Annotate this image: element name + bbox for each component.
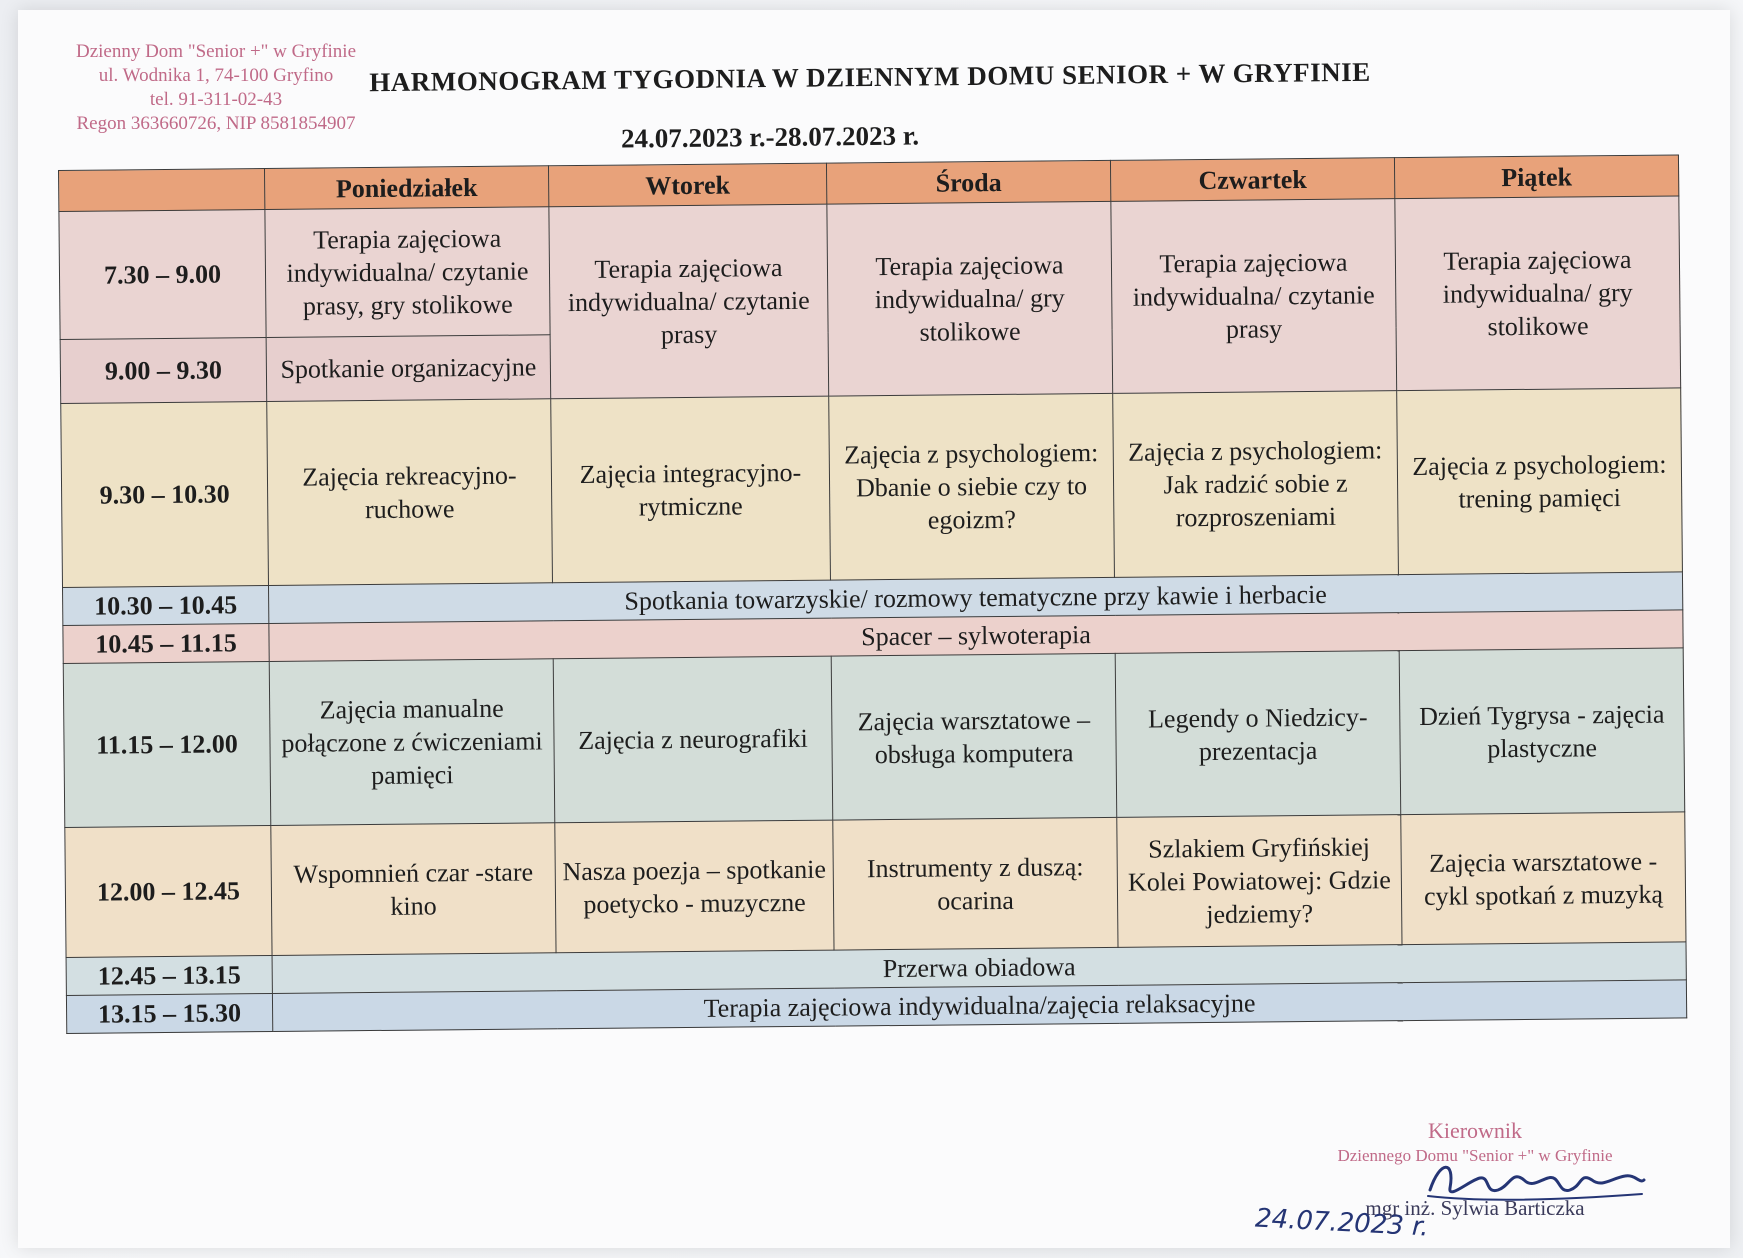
header-time-corner: [59, 169, 265, 212]
time-cell: 12.00 – 12.45: [65, 825, 272, 957]
time-cell: 10.45 – 11.15: [63, 623, 269, 663]
signature-role: Kierownik: [1427, 1118, 1523, 1143]
activity-cell: Dzień Tygrysa - zajęcia plastyczne: [1399, 648, 1685, 815]
activity-cell: Terapia zajęciowa indywidualna/ gry stolikowe: [827, 201, 1113, 396]
page-title: HARMONOGRAM TYGODNIA W DZIENNYM DOMU SENIOR + W GRYFINIE: [369, 56, 1371, 98]
full-width-activity-cell: Spacer – sylwoterapia: [269, 610, 1683, 662]
signature-org: Dziennego Domu "Senior +" w Gryfinie: [1337, 1146, 1613, 1165]
activity-cell: Instrumenty z duszą: ocarina: [833, 817, 1118, 950]
activity-cell: Terapia zajęciowa indywidualna/ czytanie prasy: [549, 204, 829, 399]
table-row: [59, 196, 1680, 340]
header-day-tuesday: Wtorek: [548, 163, 826, 207]
time-cell: 11.15 – 12.00: [63, 661, 271, 827]
table-row: [61, 388, 1683, 588]
stamp-line-name: Dzienny Dom "Senior +" w Gryfinie: [75, 41, 357, 62]
date-range: 24.07.2023 r.-28.07.2023 r.: [620, 120, 920, 154]
activity-cell: Terapia zajęciowa indywidualna/ czytanie prasy: [1111, 199, 1397, 394]
schedule-table: [58, 154, 1687, 1034]
header-day-monday: Poniedziałek: [264, 166, 548, 210]
activity-cell: Spotkanie organizacyjne: [266, 335, 551, 402]
header-day-friday: Piątek: [1394, 155, 1678, 199]
activity-cell: Wspomnień czar -stare kino: [271, 823, 556, 956]
activity-cell: Zajęcia rekreacyjno-ruchowe: [267, 399, 553, 586]
activity-cell: Zajęcia warsztatowe - cykl spotkań z muzyką: [1401, 812, 1686, 945]
activity-cell: Zajęcia manualne połączone z ćwiczeniami pamięci: [269, 659, 555, 826]
full-width-activity-cell: Przerwa obiadowa: [272, 942, 1686, 994]
full-width-activity-cell: Terapia zajęciowa indywidualna/zajęcia relaksacyjne: [272, 980, 1686, 1032]
time-cell: 9.30 – 10.30: [61, 402, 269, 588]
activity-cell: Zajęcia z psychologiem: Jak radzić sobie z rozproszeniami: [1113, 391, 1399, 578]
activity-cell: Terapia zajęciowa indywidualna/ gry stolikowe: [1395, 196, 1681, 391]
activity-cell: Terapia zajęciowa indywidualna/ czytanie prasy, gry stolikowe: [265, 207, 550, 338]
stamp-line-phone: tel. 91-311-02-43: [149, 89, 283, 110]
signature-name: mgr inż. Sylwia Barticzka: [1365, 1196, 1585, 1220]
time-cell: 12.45 – 13.15: [66, 955, 272, 995]
handwritten-signature: [1420, 1150, 1650, 1206]
time-cell: 10.30 – 10.45: [63, 585, 269, 625]
full-width-activity-cell: Spotkania towarzyskie/ rozmowy tematyczne przy kawie i herbacie: [268, 572, 1682, 624]
activity-cell: Zajęcia z psychologiem: Dbanie o siebie czy to egoizm?: [829, 393, 1115, 580]
activity-cell: Szlakiem Gryfińskiej Kolei Powiatowej: Gdzie jedziemy?: [1117, 815, 1402, 948]
stamp-line-regon: Regon 363660726, NIP 8581854907: [76, 113, 356, 134]
time-cell: 7.30 – 9.00: [59, 210, 266, 340]
header-day-wednesday: Środa: [826, 160, 1110, 204]
table-row: [63, 648, 1684, 828]
stamp-line-address: ul. Wodnika 1, 74-100 Gryfino: [98, 65, 334, 86]
activity-cell: Zajęcia z neurografiki: [553, 656, 833, 823]
activity-cell: Zajęcia z psychologiem: trening pamięci: [1397, 388, 1683, 575]
header-day-thursday: Czwartek: [1110, 158, 1394, 202]
activity-cell: Legendy o Niedzicy- prezentacja: [1115, 651, 1401, 818]
schedule-table-wrapper: [58, 154, 1686, 1034]
activity-cell: Nasza poezja – spotkanie poetycko - muzyczne: [555, 820, 834, 953]
time-cell: 13.15 – 15.30: [66, 993, 272, 1033]
handwritten-date: 24.07.2023 r.: [1254, 1203, 1430, 1243]
time-cell: 9.00 – 9.30: [60, 338, 267, 404]
table-row: [65, 812, 1686, 958]
activity-cell: Zajęcia warsztatowe – obsługa komputera: [831, 653, 1117, 820]
activity-cell: Zajęcia integracyjno-rytmiczne: [551, 396, 831, 583]
